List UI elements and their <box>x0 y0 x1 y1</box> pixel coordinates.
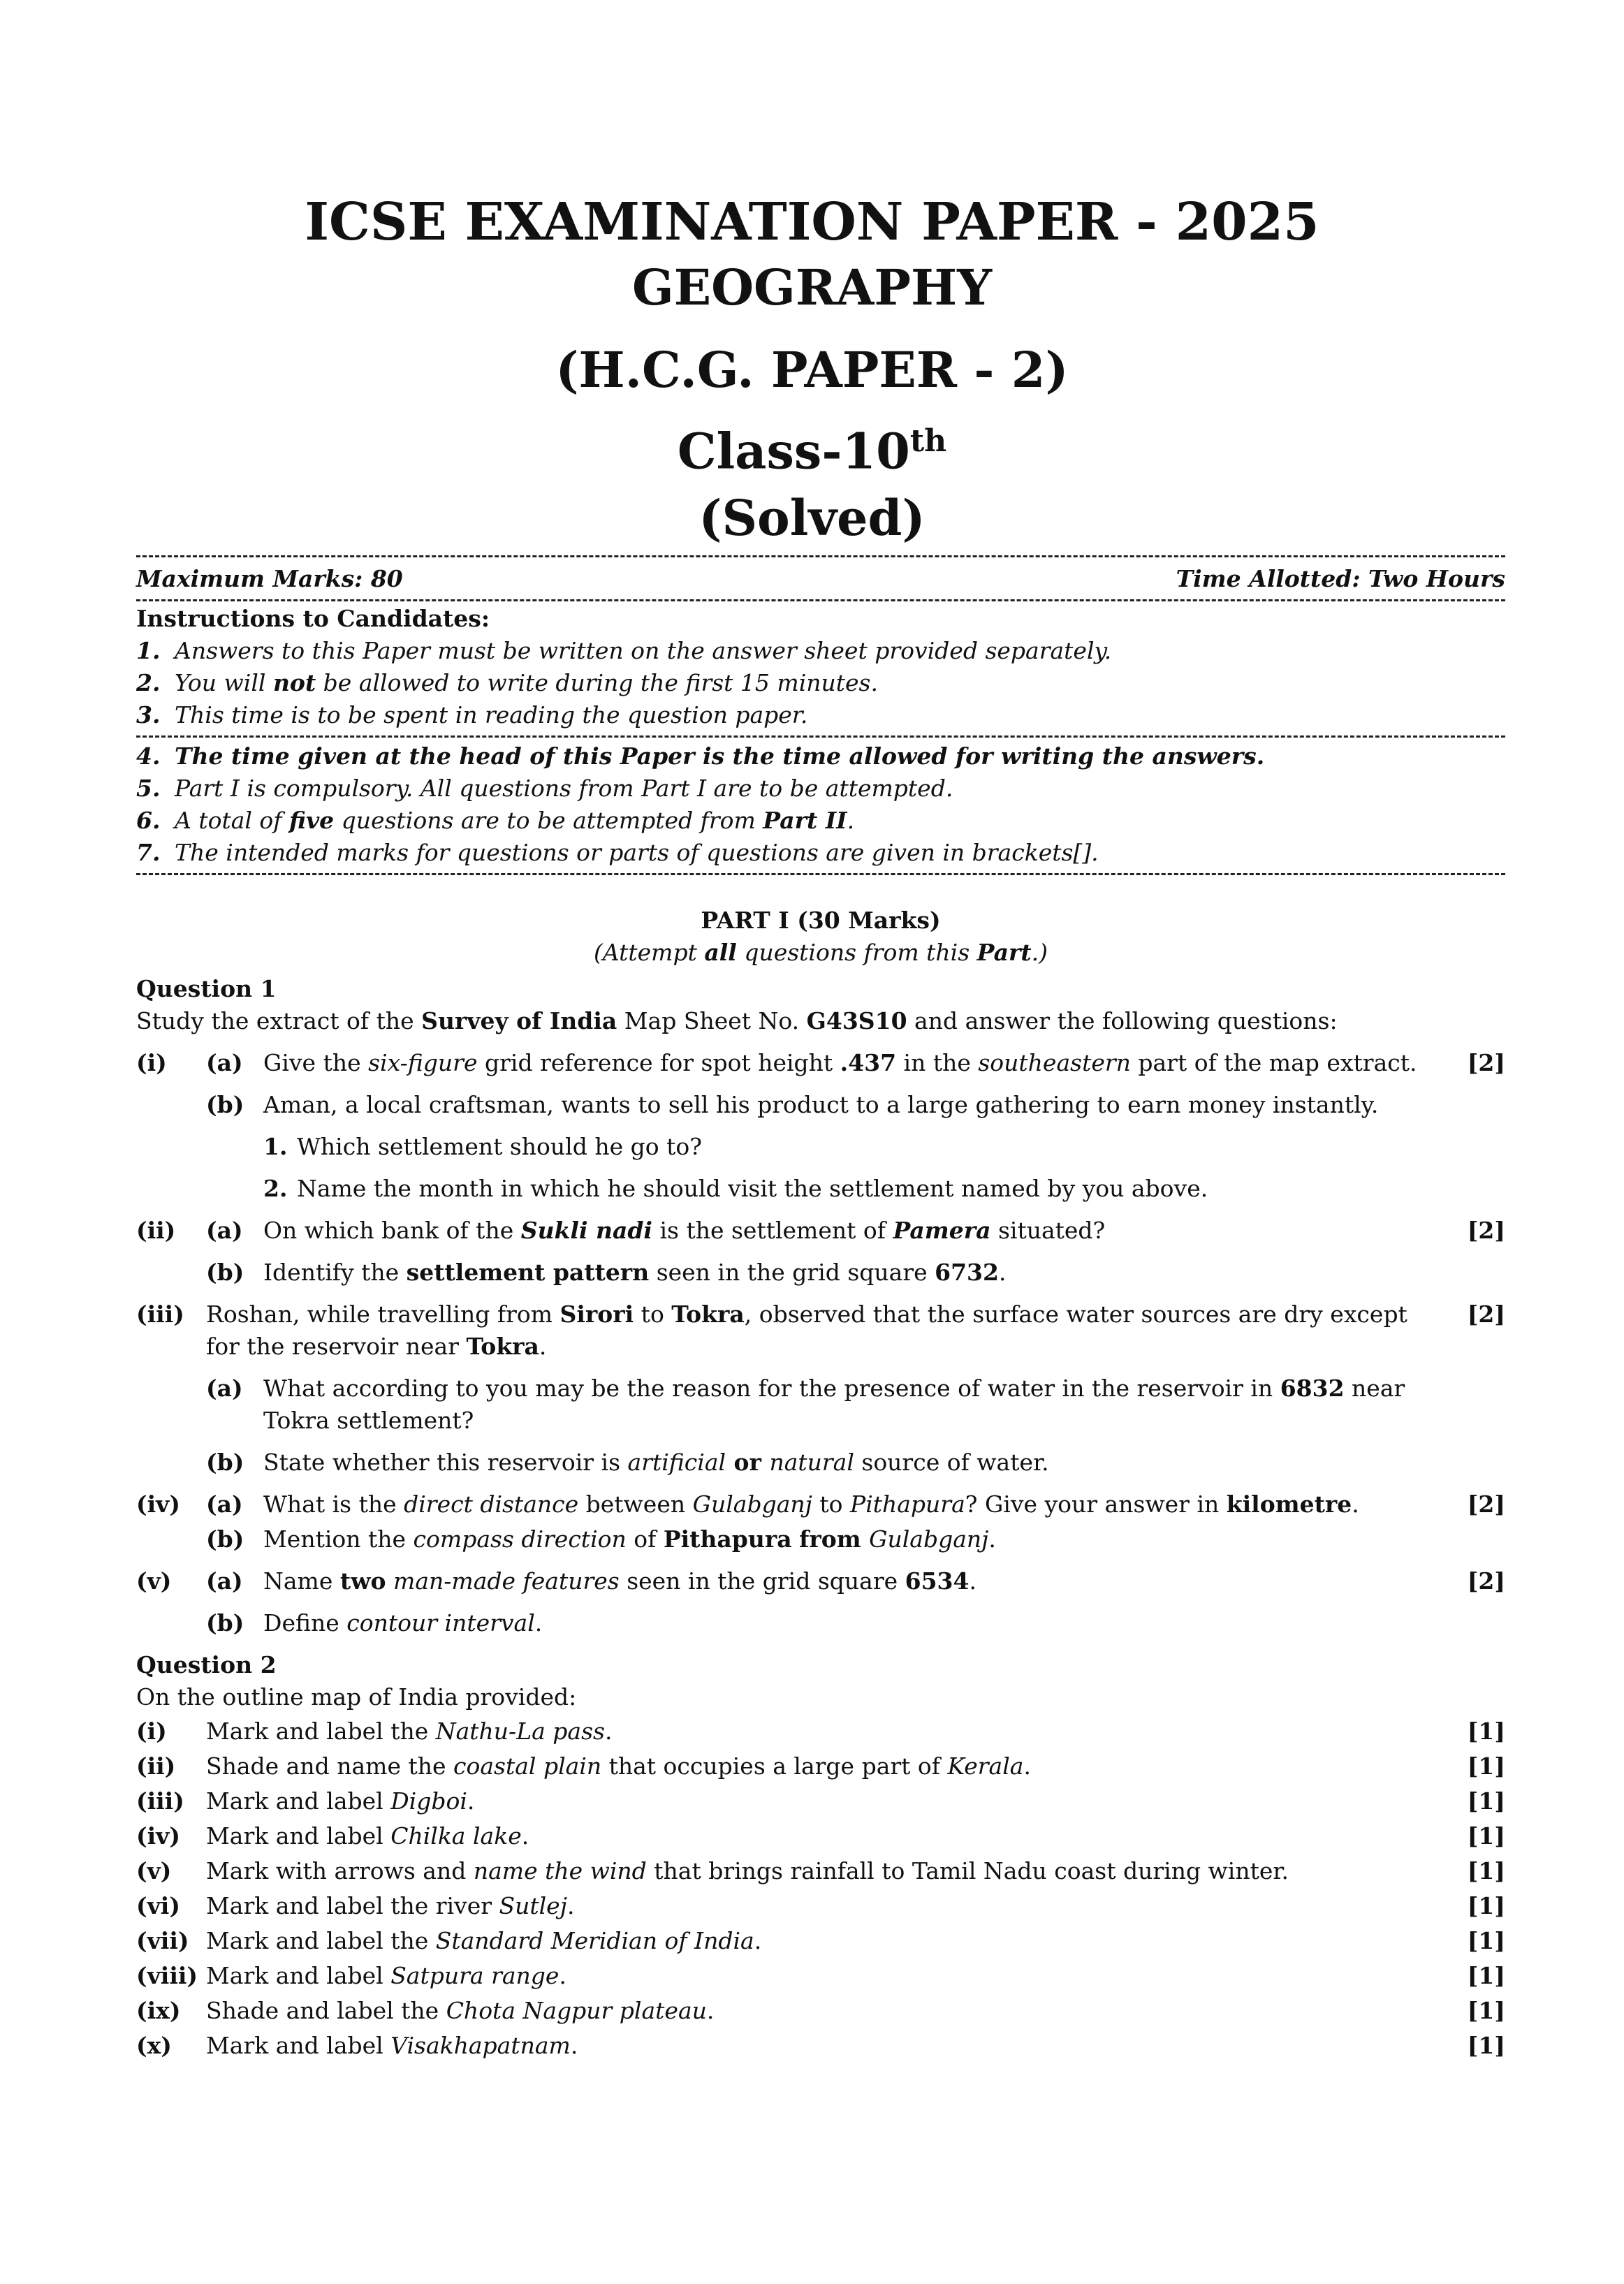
marks-badge: [2] <box>1467 1049 1505 1076</box>
sub-question: 2. Name the month in which he should visit the settlement named by you above. <box>263 1175 1208 1202</box>
instruction-item: 4. The time given at the head of this Paper is the time allowed for writing the answers. <box>136 742 1265 770</box>
subject-title: GEOGRAPHY <box>631 258 993 316</box>
question-heading: Question 1 <box>136 975 277 1002</box>
question-text: State whether this reservoir is artificial or natural source of water. <box>263 1449 1049 1476</box>
question-part: (b) Define contour interval. <box>136 1607 1505 1639</box>
part-heading: PART I (30 Marks) <box>701 907 941 934</box>
map-question: (iii) Mark and label Digboi. [1] <box>136 1785 1505 1818</box>
instruction-item: 1. Answers to this Paper must be written on the answer sheet provided separately. <box>136 637 1112 664</box>
solved-label: (Solved) <box>698 489 926 548</box>
paper-content <box>136 555 1505 2063</box>
divider <box>136 873 1505 875</box>
map-question: (ii) Shade and name the coastal plain that occupies a large part of Kerala. [1] <box>136 1750 1505 1783</box>
question-part: (b) State whether this reservoir is artificial or natural source of water. <box>136 1447 1505 1479</box>
marks-badge: [1] <box>1467 1927 1505 1954</box>
map-question-list <box>136 1715 1505 2063</box>
instruction-item: 5. Part I is compulsory. All questions from Part I are to be attempted. <box>136 775 953 802</box>
map-question: (iv) Mark and label Chilka lake. [1] <box>136 1820 1505 1853</box>
part-subheading: (Attempt all questions from this Part.) <box>594 939 1048 966</box>
title-block <box>0 189 1624 550</box>
marks-badge: [2] <box>1467 1301 1505 1328</box>
question-text: What according to you may be the reason for the presence of water in the reservoir in 6832 near Tokra settlement? <box>263 1375 1405 1434</box>
marks-badge: [1] <box>1467 1997 1505 2024</box>
question-part: (b) Aman, a local craftsman, wants to sell his product to a large gathering to earn money instantly. <box>136 1089 1505 1121</box>
instruction-item: 3. This time is to be spent in reading the question paper. <box>136 701 808 729</box>
question-part: (iv) (a) What is the direct distance between Gulabganj to Pithapura? Give your answer in kilometre. [2] <box>136 1488 1505 1521</box>
divider <box>136 599 1505 601</box>
map-question: (v) Mark with arrows and name the wind that brings rainfall to Tamil Nadu coast during winter. [1] <box>136 1854 1505 1888</box>
question-text: Roshan, while travelling from Sirori to Tokra, observed that the surface water sources are dry except for the reservoir near Tokra. <box>206 1301 1407 1360</box>
marks-badge: [1] <box>1467 1962 1505 1989</box>
question-text: Identify the settlement pattern seen in the grid square 6732. <box>263 1259 1007 1286</box>
marks-badge: [1] <box>1467 1892 1505 1919</box>
marks-badge: [2] <box>1467 1217 1505 1244</box>
question-text: Mention the compass direction of Pithapura from Gulabganj. <box>263 1525 996 1553</box>
time-allotted: Time Allotted: Two Hours <box>1176 565 1505 592</box>
question-text: On which bank of the Sukli nadi is the settlement of Pamera situated? <box>263 1217 1106 1244</box>
map-question: (viii) Mark and label Satpura range. [1] <box>136 1959 1505 1993</box>
question-part: (v) (a) Name two man-made features seen in the grid square 6534. [2] <box>136 1565 1505 1597</box>
question-text: Name two man-made features seen in the grid square 6534. <box>263 1567 976 1595</box>
question-part: (ii) (a) On which bank of the Sukli nadi is the settlement of Pamera situated? [2] <box>136 1215 1505 1247</box>
class-title: Class-10th <box>677 422 947 481</box>
instruction-item: 2. You will not be allowed to write during the first 15 minutes. <box>136 669 878 696</box>
map-question: (x) Mark and label Visakhapatnam. [1] <box>136 2029 1505 2063</box>
map-question: (i) Mark and label the Nathu-La pass. [1] <box>136 1715 1505 1748</box>
marks-badge: [1] <box>1467 1822 1505 1850</box>
map-question: (vi) Mark and label the river Sutlej. [1] <box>136 1889 1505 1923</box>
divider <box>136 735 1505 738</box>
instruction-item: 6. A total of five questions are to be attempted from Part II. <box>136 807 855 834</box>
instructions-heading: Instructions to Candidates: <box>136 605 490 632</box>
question-intro: On the outline map of India provided: <box>136 1683 577 1711</box>
sub-question: 1. Which settlement should he go to? <box>263 1133 702 1160</box>
marks-badge: [1] <box>1467 1718 1505 1745</box>
map-question: (ix) Shade and label the Chota Nagpur plateau. [1] <box>136 1994 1505 2028</box>
instruction-item: 7. The intended marks for questions or parts of questions are given in brackets[]. <box>136 839 1099 866</box>
marks-badge: [2] <box>1467 1491 1505 1518</box>
maximum-marks: Maximum Marks: 80 <box>136 565 403 592</box>
marks-badge: [2] <box>1467 1567 1505 1595</box>
question-part: (iii) Roshan, while travelling from Sirori to Tokra, observed that the surface water sources are dry except for the reservoir near Tokra. [2] <box>136 1298 1505 1363</box>
map-question: (vii) Mark and label the Standard Meridian of India. [1] <box>136 1924 1505 1958</box>
exam-title: ICSE EXAMINATION PAPER - 2025 <box>305 192 1319 252</box>
question-part: (a) What according to you may be the reason for the presence of water in the reservoir in 6832 near Tokra settlement? <box>136 1372 1505 1437</box>
question-part: (b) Identify the settlement pattern seen in the grid square 6732. <box>136 1257 1505 1289</box>
question-text: Aman, a local craftsman, wants to sell his product to a large gathering to earn money instantly. <box>263 1091 1379 1118</box>
marks-badge: [1] <box>1467 2032 1505 2059</box>
question-text: Give the six-figure grid reference for spot height .437 in the southeastern part of the map extract. <box>263 1049 1417 1076</box>
question-text: What is the direct distance between Gulabganj to Pithapura? Give your answer in kilometre. <box>263 1491 1359 1518</box>
marks-badge: [1] <box>1467 1857 1505 1884</box>
question-intro: Study the extract of the Survey of India Map Sheet No. G43S10 and answer the following questions: <box>136 1007 1338 1034</box>
question-heading: Question 2 <box>136 1651 277 1678</box>
marks-badge: [1] <box>1467 1787 1505 1815</box>
marks-time-row <box>136 557 1505 595</box>
question-part: (b) Mention the compass direction of Pithapura from Gulabganj. <box>136 1523 1505 1555</box>
question-text: Define contour interval. <box>263 1609 543 1637</box>
paper-title: (H.C.G. PAPER - 2) <box>555 341 1069 399</box>
marks-badge: [1] <box>1467 1752 1505 1780</box>
question-part: (i) (a) Give the six-figure grid reference for spot height .437 in the southeastern part of the map extract. [2] <box>136 1047 1505 1079</box>
